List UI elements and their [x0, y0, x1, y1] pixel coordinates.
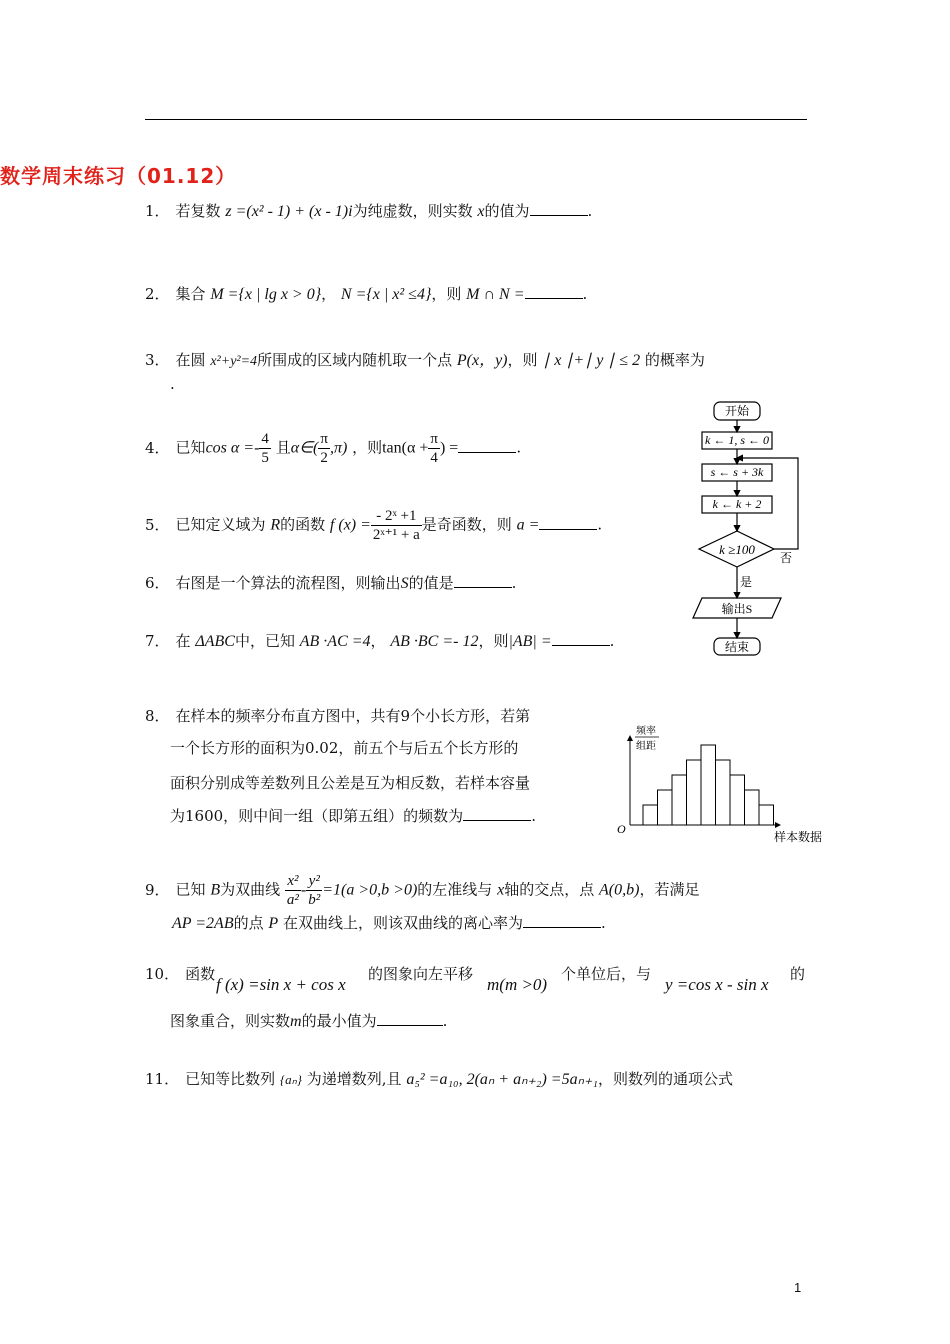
q10-shift — [487, 974, 547, 996]
answer-blank[interactable] — [525, 284, 583, 299]
histogram-bar — [716, 760, 731, 825]
histogram — [612, 722, 842, 847]
q8-end: . — [531, 807, 536, 825]
q4-tail: ,π) — [329, 439, 348, 457]
question-8 — [145, 705, 530, 727]
question-9: 9． 已知 B为双曲线 $\frac{\text{x²}}{\text{a²}}$ - $\frac{\text{y²}}{\text{b²}}$ =1(a >0,b >0)的左准线与 x轴的交点，点 A(0,b)，若满足 — [145, 873, 700, 908]
q5-domain: R — [270, 516, 281, 534]
q7-end: . — [609, 632, 615, 650]
q7-triangle: ΔABC — [195, 633, 235, 650]
q10-text-c: 个单位后，与 — [561, 965, 652, 983]
question-number: 10． — [145, 965, 180, 983]
flow-end-label: 结束 — [724, 640, 750, 654]
q10-text-f: 的最小值为 — [301, 1012, 377, 1030]
q9-point-p: P — [268, 915, 279, 932]
q1-text-b: 为纯虚数，则实数 — [352, 202, 473, 220]
q10-end: . — [442, 1012, 448, 1030]
q10-text-a: 函数 — [185, 965, 216, 983]
q5-text-b: 的函数 — [280, 515, 326, 534]
q3-text-d: 的概率为 — [644, 351, 705, 369]
question-number: 1． — [145, 202, 170, 220]
q9-text-e: ，若满足 — [639, 880, 700, 899]
question-1 — [145, 200, 592, 223]
q3-condition: ∣ x ∣+∣ y ∣ ≤ 2 — [542, 352, 641, 369]
flow-no-label: 否 — [780, 551, 793, 565]
q3-point: P(x，y) — [456, 352, 508, 369]
q8-line-2: 一个长方形的面积为0.02，前五个与后五个长方形的 — [170, 739, 519, 757]
histogram-bars — [643, 745, 774, 825]
q5-text-a: 已知定义域为 — [175, 515, 266, 534]
q9-x-axis: x — [497, 881, 505, 899]
q9-fraction-x — [285, 872, 301, 909]
question-6 — [145, 572, 516, 595]
question-2 — [145, 283, 587, 306]
q11-text-c: ，则数列的通项公式 — [597, 1070, 733, 1088]
fraction-numerator: - 2ˣ +1 — [371, 507, 422, 526]
histogram-bar — [745, 790, 760, 825]
histogram-ylabel-bottom: 组距 — [636, 741, 656, 752]
q8-line-3: 面积分别成等差数列且公差是互为相反数，若样本容量 — [170, 774, 531, 792]
answer-blank[interactable] — [539, 515, 597, 530]
fraction-numerator: π — [320, 431, 328, 447]
question-5 — [145, 507, 602, 544]
q9-text-g: 在双曲线上，则该双曲线的离心率为 — [282, 914, 523, 932]
q10-line-2 — [170, 1010, 447, 1033]
q1-end: . — [587, 202, 593, 220]
flow-yes-label: 是 — [740, 575, 753, 589]
q7-text-a: 在 — [175, 632, 191, 650]
header-rule — [145, 119, 807, 120]
q2-expression: M ∩ N = — [466, 286, 525, 303]
histogram-bar — [730, 775, 745, 825]
question-number: 4． — [145, 438, 170, 457]
q6-text-b: 的值是 — [408, 574, 454, 592]
answer-blank[interactable] — [552, 631, 610, 646]
q8-line-4-text: 为1600，则中间一组（即第五组）的频数为 — [170, 807, 464, 825]
q4-text-c: ，则 — [352, 438, 383, 457]
question-number: 2． — [145, 285, 170, 303]
q7-text-c: ，则 — [478, 632, 509, 650]
q5-a-eq: a = — [516, 516, 540, 534]
q10-target-expr: y =cos x - sin x — [665, 975, 769, 994]
fraction-denominator: 2ˣ⁺¹ + a — [372, 527, 420, 543]
q9-point-b: B — [210, 881, 221, 899]
q7-expr-1: AB ·AC =4 — [299, 633, 371, 650]
q4-text-a: 已知 — [175, 438, 206, 457]
fraction-denominator: b² — [308, 892, 321, 908]
histogram-bar — [701, 745, 716, 825]
q4-fraction-2 — [318, 430, 330, 467]
histogram-ylabel-top: 频率 — [636, 726, 656, 737]
question-7 — [145, 630, 614, 653]
fraction-denominator: 5 — [261, 450, 269, 466]
flow-step1-label: s ← s + 3k — [710, 465, 764, 479]
q9-text-c: 的左准线与 — [417, 880, 493, 899]
q4-cos: cos α =- — [205, 439, 260, 457]
question-3 — [145, 349, 705, 373]
answer-blank[interactable] — [523, 913, 601, 928]
q1-expression: z =(x² - 1) + (x - 1)i — [225, 203, 353, 220]
q8-line-4 — [170, 805, 536, 827]
fraction-denominator: 2 — [320, 450, 328, 466]
q5-end: . — [597, 515, 603, 534]
q11-text-a: 已知等比数列 — [185, 1070, 276, 1088]
histogram-bar — [672, 775, 687, 825]
q3-text-b: 所围成的区域内随机取一个点 — [257, 351, 453, 369]
q9-point-a: A(0,b) — [599, 881, 640, 899]
q10-target — [665, 974, 769, 996]
question-4 — [145, 430, 521, 467]
question-number: 5． — [145, 515, 170, 534]
q10-shift-expr: m(m >0) — [487, 975, 548, 994]
flow-init-label: k ← 1, s ← 0 — [705, 433, 769, 447]
q3-text-a: 在圆 — [175, 351, 206, 369]
q1-variable: x — [477, 203, 485, 220]
q7-text-b: 中，已知 — [234, 632, 295, 650]
q1-text-a: 若复数 — [175, 202, 221, 220]
answer-blank[interactable] — [463, 806, 531, 821]
q11-sequence: {aₙ} — [279, 1072, 302, 1087]
flowchart — [690, 398, 805, 660]
fraction-denominator: 4 — [430, 450, 438, 466]
page-title: 数学周末练习（01.12） — [0, 164, 237, 188]
page-number: 1 — [794, 1280, 802, 1295]
q4-end: . — [516, 438, 522, 457]
q9-text-b: 为双曲线 — [220, 880, 281, 899]
q6-text-a: 右图是一个算法的流程图，则输出 — [175, 574, 401, 592]
q10-text-e: 图象重合，则实数 — [170, 1012, 291, 1030]
question-number: 3． — [145, 351, 170, 369]
q9-end: . — [600, 914, 606, 932]
q9-condition: =1(a >0,b >0) — [322, 881, 418, 899]
flow-start-label: 开始 — [724, 404, 750, 418]
q2-text-b: ，则 — [431, 285, 462, 303]
q4-fraction-3 — [428, 430, 440, 467]
fraction-numerator: 4 — [261, 431, 269, 447]
q4-tail2: ) = — [439, 439, 459, 457]
q6-end: . — [511, 574, 517, 592]
q4-tan: tan(α + — [382, 439, 429, 457]
q9-vector-eq: AP =2AB — [172, 915, 234, 932]
q2-sep: ， — [321, 285, 337, 303]
q10-text-d: 的 — [790, 965, 806, 983]
q3-text-c: ，则 — [507, 351, 538, 369]
q8-line-1: 在样本的频率分布直方图中，共有9个小长方形，若第 — [175, 707, 531, 725]
q7-abs: |AB| = — [508, 633, 552, 650]
q4-text-b: 且 — [275, 438, 291, 457]
question-number: 7． — [145, 632, 170, 650]
q2-end: . — [582, 285, 588, 303]
fraction-numerator: x² — [285, 872, 301, 891]
q7-sep: ， — [370, 632, 386, 650]
q9-line-2 — [172, 912, 606, 935]
q10-text-b: 的图象向左平移 — [368, 965, 474, 983]
q5-text-c: 是奇函数，则 — [421, 515, 512, 534]
question-number: 9． — [145, 880, 170, 899]
q2-text-a: 集合 — [175, 285, 206, 303]
q10-function — [216, 974, 346, 996]
flow-output-label: 输出S — [721, 602, 753, 616]
flow-step2-label: k ← k + 2 — [712, 497, 762, 511]
q11-text-b: 为递增数列,且 — [306, 1070, 402, 1088]
histogram-bar — [658, 790, 673, 825]
q9-text-a: 已知 — [175, 880, 206, 899]
q1-text-c: 的值为 — [484, 202, 530, 220]
q5-fraction — [371, 507, 422, 544]
q7-expr-2: AB ·BC =- 12 — [390, 633, 479, 650]
q9-text-d: 轴的交点，点 — [504, 880, 595, 899]
fraction-numerator: π — [430, 431, 438, 447]
q4-alpha: α∈( — [290, 439, 319, 457]
question-number: 8． — [145, 707, 170, 725]
histogram-xlabel: 样本数据 — [774, 830, 823, 844]
q4-fraction-1 — [259, 430, 271, 467]
q2-set-n: N ={x | x² ≤4} — [340, 286, 432, 303]
question-11 — [145, 1068, 733, 1091]
q10-function-expr: f (x) =sin x + cos x — [216, 975, 346, 994]
fraction-numerator: y² — [306, 872, 322, 891]
q3-end-line: . — [170, 375, 175, 393]
q9-text-f: 的点 — [233, 914, 264, 932]
answer-blank[interactable] — [530, 201, 588, 216]
question-10 — [145, 963, 215, 985]
q2-set-m: M ={x | lg x > 0} — [210, 286, 322, 303]
histogram-bar — [759, 805, 774, 825]
q10-var: m — [290, 1013, 302, 1030]
histogram-origin: O — [617, 822, 626, 836]
q3-circle: x²+y²=4 — [210, 354, 258, 369]
q11-expression: a₅² =a₁₀, 2(aₙ + aₙ₊₂) =5aₙ₊₁ — [406, 1071, 598, 1088]
question-number: 6． — [145, 574, 170, 592]
answer-blank[interactable] — [458, 438, 516, 453]
question-number: 11． — [145, 1070, 180, 1088]
histogram-bar — [687, 760, 702, 825]
q5-function: f (x) = — [329, 516, 371, 534]
q6-var: S — [400, 575, 409, 592]
q9-fraction-y — [306, 872, 322, 909]
fraction-denominator: a² — [286, 892, 299, 908]
histogram-bar — [643, 805, 658, 825]
flow-decision-label: k ≥100 — [719, 542, 755, 557]
answer-blank[interactable] — [377, 1011, 443, 1026]
answer-blank[interactable] — [454, 573, 512, 588]
